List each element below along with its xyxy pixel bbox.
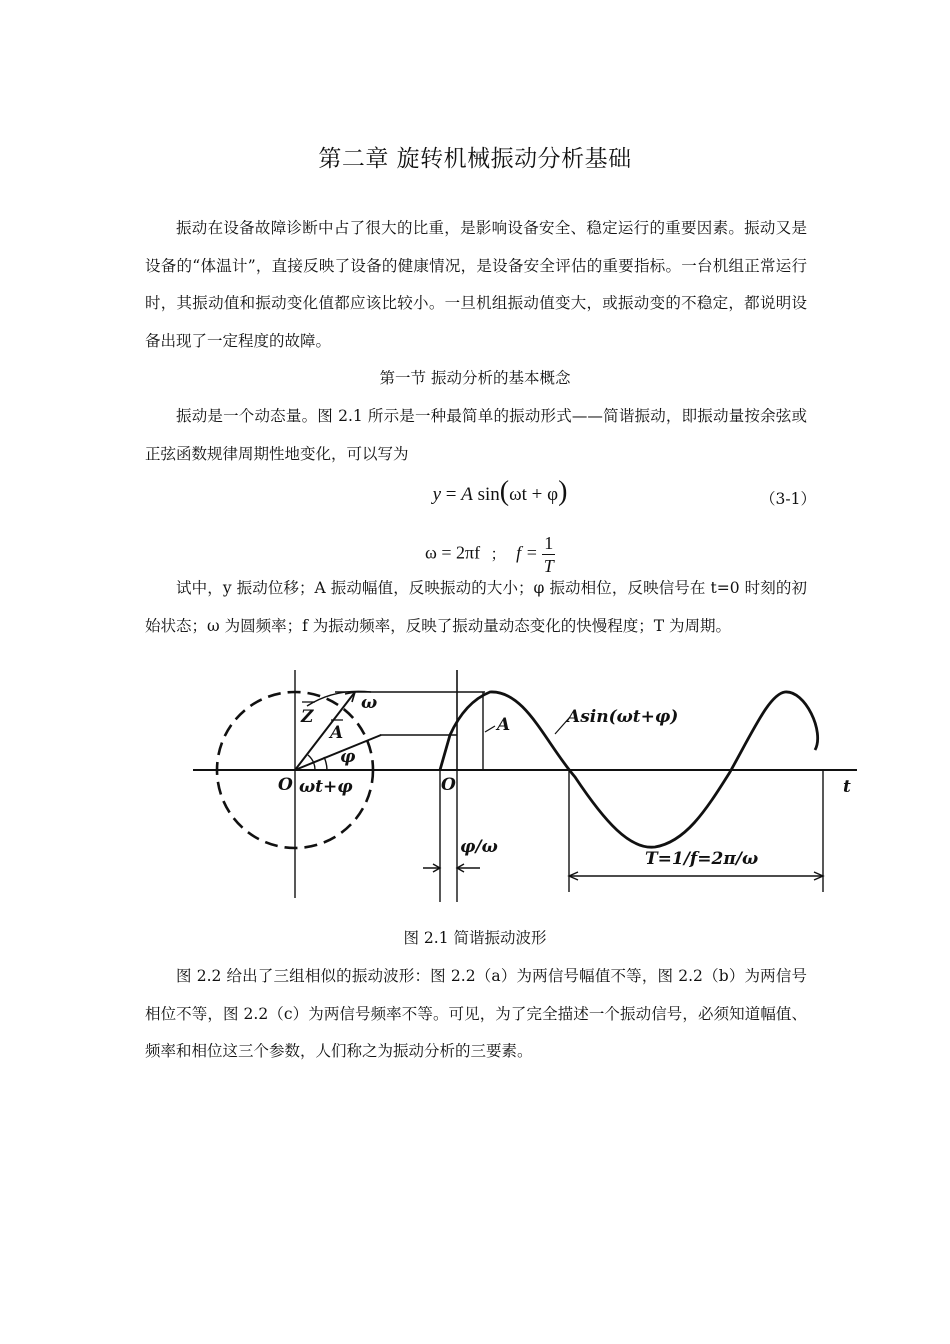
- explanation-paragraph: 试中，y 振动位移；A 振动幅值，反映振动的大小；φ 振动相位，反映信号在 t=0 时刻的初始状态；ω 为圆频率；f 为振动频率，反映了振动量动态变化的快慢程度；T 为周期。: [145, 579, 807, 635]
- label-curve: Asin(ωt+φ): [567, 707, 679, 727]
- label-origin-right: O: [441, 775, 456, 795]
- formula-separator: ；: [490, 546, 506, 563]
- section-title: 第一节 振动分析的基本概念: [379, 369, 571, 387]
- figure-caption: 图 2.1 简谐振动波形: [403, 929, 547, 947]
- label-origin-left: O: [278, 775, 293, 795]
- label-phi: φ: [340, 747, 356, 767]
- formula-fraction-numerator: 1: [544, 533, 554, 553]
- amplitude-leader: [485, 726, 495, 732]
- formula-f-lhs: f =: [516, 542, 538, 563]
- label-a-vector: A: [330, 723, 344, 743]
- closing-paragraph: 图 2.2 给出了三组相似的振动波形：图 2.2（a）为两信号幅值不等，图 2.2（b）为两信号相位不等，图 2.2（c）为两信号频率不等。可见，为了完全描述一个振动信号，必须知道幅值、频率和相位这三个参数，人们称之为振动分析的三要素。: [145, 967, 807, 1060]
- formula-y: y: [432, 484, 442, 505]
- intro-paragraph: 振动在设备故障诊断中占了很大的比重，是影响设备安全、稳定运行的重要因素。振动又是设备的“体温计”，直接反映了设备的健康情况，是设备安全评估的重要指标。一台机组正常运行时，其振动值和振动变化值都应该比较小。一旦机组振动值变大，或振动变的不稳定，都说明设备出现了一定程度的故障。: [145, 219, 807, 350]
- label-phase-offset: φ/ω: [460, 837, 498, 857]
- label-period: T=1/f=2π/ω: [645, 849, 759, 869]
- harmonic-vibration-figure: [185, 662, 865, 907]
- chapter-title: 第二章 旋转机械振动分析基础: [318, 146, 632, 172]
- formula-amplitude: A: [461, 484, 473, 505]
- formula-omega-def: ω = 2πf: [425, 542, 481, 563]
- label-t-axis: t: [843, 777, 851, 797]
- label-omega: ω: [361, 693, 378, 713]
- label-amplitude: A: [497, 715, 511, 735]
- phase-angle-arc: [324, 757, 327, 770]
- formula-argument: ωt + φ: [509, 484, 559, 505]
- label-omega-t-phi: ωt+φ: [299, 777, 353, 797]
- equation-number: （3-1）: [760, 490, 816, 508]
- formula-paren-close: ): [558, 476, 568, 507]
- label-z: Z: [301, 707, 314, 727]
- formula-paren-open: (: [499, 476, 510, 507]
- formula-equals: =: [441, 484, 462, 505]
- formula-fraction-denominator: T: [543, 556, 554, 576]
- paragraph-intro-harmonic: 振动是一个动态量。图 2.1 所示是一种最简单的振动形式——简谐振动，即振动量按余弦或正弦函数规律周期性地变化，可以写为: [145, 407, 807, 463]
- formula-sin: sin: [477, 484, 500, 505]
